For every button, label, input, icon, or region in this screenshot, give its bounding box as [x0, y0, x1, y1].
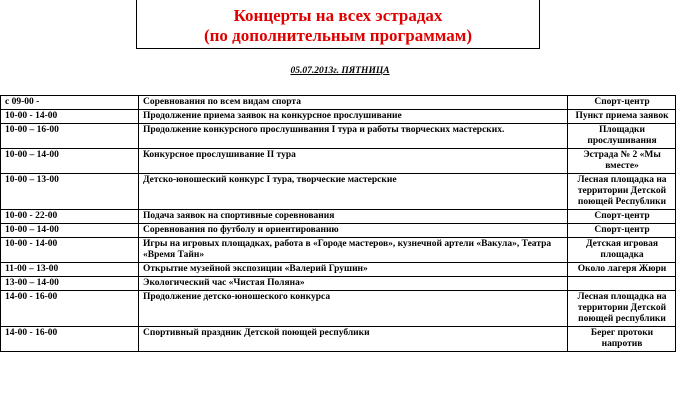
event-cell: Экологический час «Чистая Поляна» [139, 277, 568, 291]
table-row [1, 238, 676, 263]
time-cell: 10-00 - 14-00 [1, 110, 139, 124]
table-row [1, 174, 676, 210]
time-cell: с 09-00 - [1, 96, 139, 110]
time-cell: 10-00 – 14-00 [1, 149, 139, 174]
schedule-body [1, 96, 676, 352]
place-cell: Спорт-центр [568, 210, 676, 224]
page-subtitle: (по дополнительным программам) [203, 26, 473, 45]
time-cell: 10-00 - 14-00 [1, 238, 139, 263]
page-title: Концерты на всех эстрадах [233, 6, 443, 25]
event-cell: Соревнования по футболу и ориентированию [139, 224, 568, 238]
time-cell: 14-00 - 16-00 [1, 327, 139, 352]
event-cell: Открытие музейной экспозиции «Валерий Грушин» [139, 263, 568, 277]
table-row [1, 263, 676, 277]
table-row [1, 96, 676, 110]
table-row [1, 327, 676, 352]
event-cell: Подача заявок на спортивные соревнования [139, 210, 568, 224]
place-cell: Спорт-центр [568, 96, 676, 110]
event-cell: Спортивный праздник Детской поющей республики [139, 327, 568, 352]
time-cell: 10-00 – 14-00 [1, 224, 139, 238]
event-cell: Продолжение конкурсного прослушивания I тура и работы творческих мастерских. [139, 124, 568, 149]
place-cell: Площадки прослушивания [568, 124, 676, 149]
place-cell: Около лагеря Жюри [568, 263, 676, 277]
header-bottom-border [136, 48, 540, 49]
time-cell: 10-00 – 16-00 [1, 124, 139, 149]
place-cell: Детская игровая площадка [568, 238, 676, 263]
event-cell: Соревнования по всем видам спорта [139, 96, 568, 110]
table-row [1, 110, 676, 124]
place-cell: Пункт приема заявок [568, 110, 676, 124]
event-cell: Продолжение детско-юношеского конкурса [139, 291, 568, 327]
schedule-table [0, 95, 676, 352]
event-cell: Продолжение приема заявок на конкурсное прослушивание [139, 110, 568, 124]
place-cell: Спорт-центр [568, 224, 676, 238]
table-row [1, 277, 676, 291]
place-cell [568, 277, 676, 291]
table-row [1, 210, 676, 224]
header-divider-right [539, 0, 540, 49]
date-heading: 05.07.2013г. ПЯТНИЦА [290, 66, 390, 76]
table-row [1, 224, 676, 238]
event-cell: Конкурсное прослушивание II тура [139, 149, 568, 174]
table-row [1, 149, 676, 174]
place-cell: Лесная площадка на территории Детской поющей Республики [568, 174, 676, 210]
time-cell: 10-00 – 13-00 [1, 174, 139, 210]
place-cell: Лесная площадка на территории Детской поющей республики [568, 291, 676, 327]
time-cell: 13-00 – 14-00 [1, 277, 139, 291]
time-cell: 14-00 - 16-00 [1, 291, 139, 327]
event-cell: Игры на игровых площадках, работа в «Городе мастеров», кузнечной артели «Вакула», Театра «Время Тайн» [139, 238, 568, 263]
time-cell: 11-00 – 13-00 [1, 263, 139, 277]
table-row [1, 124, 676, 149]
place-cell: Берег протоки напротив [568, 327, 676, 352]
table-row [1, 291, 676, 327]
time-cell: 10-00 - 22-00 [1, 210, 139, 224]
place-cell: Эстрада № 2 «Мы вместе» [568, 149, 676, 174]
event-cell: Детско-юношеский конкурс I тура, творческие мастерские [139, 174, 568, 210]
header [0, 0, 680, 49]
